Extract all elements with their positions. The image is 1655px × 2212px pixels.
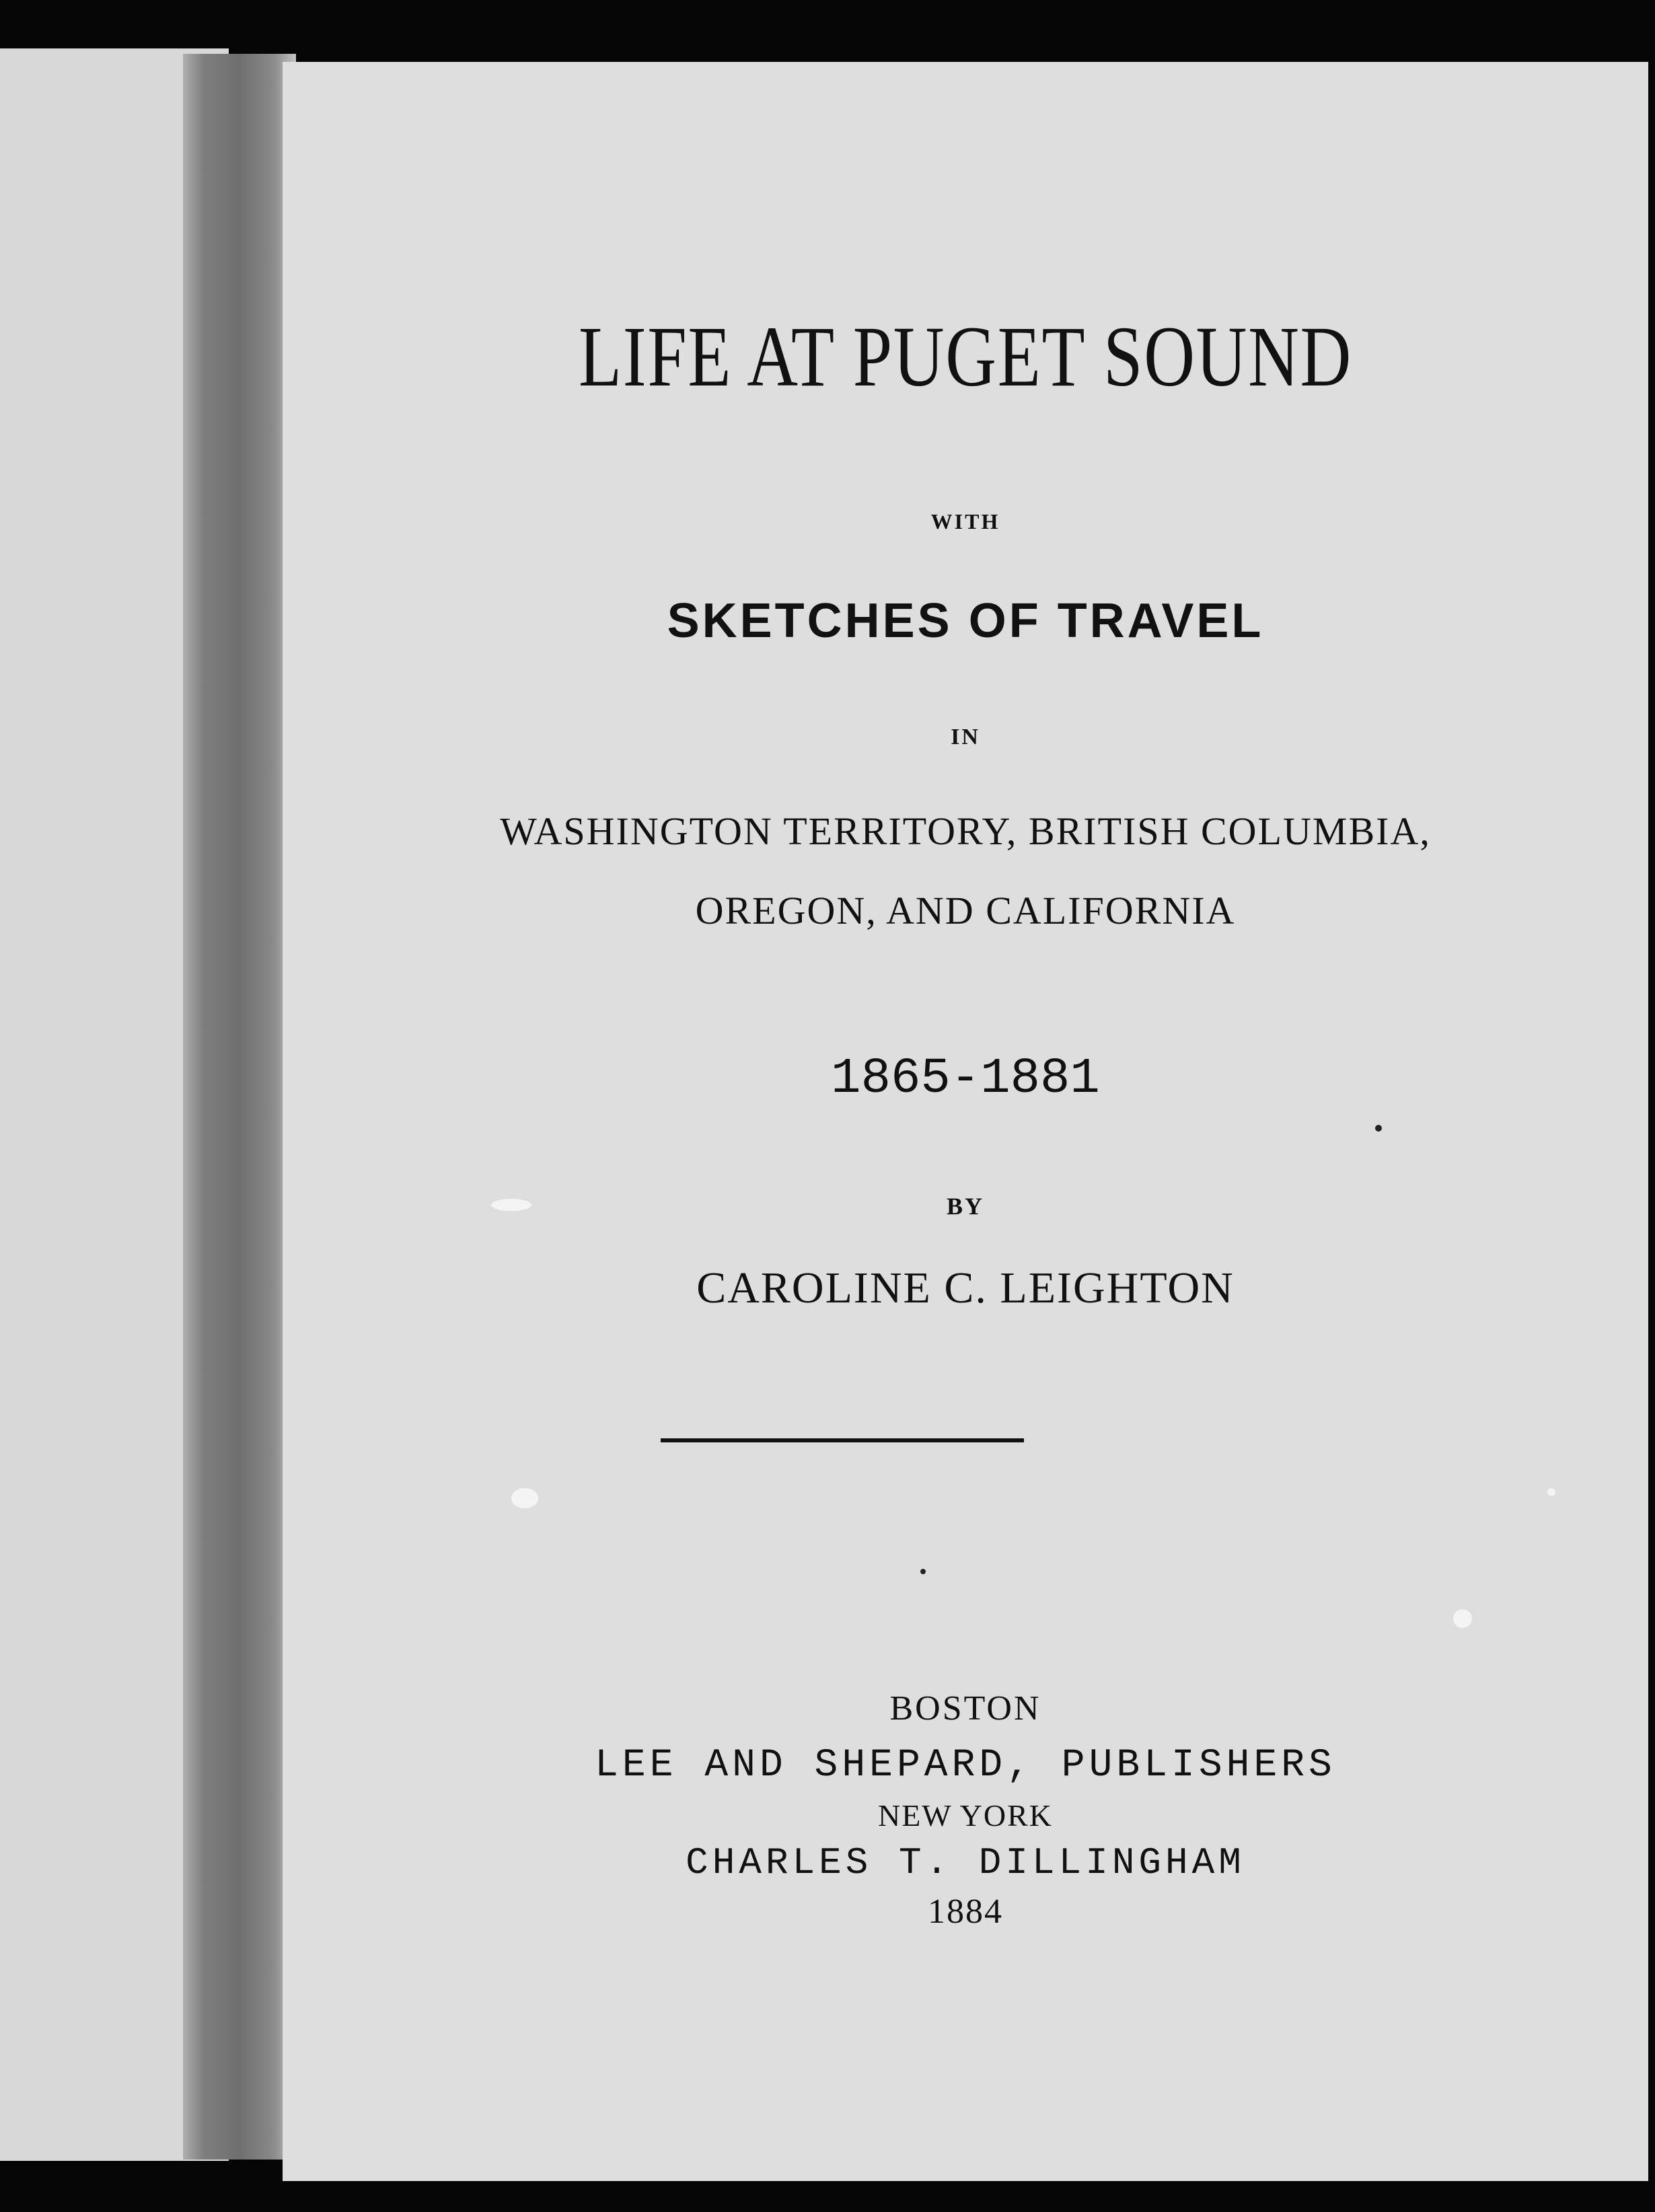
imprint-city: BOSTON [889, 1689, 1041, 1728]
scan-speck [1547, 1488, 1555, 1496]
in-label: IN [951, 725, 980, 749]
imprint-city-2: NEW YORK [877, 1798, 1054, 1833]
book-gutter [183, 54, 296, 2160]
year-range: 1865-1881 [831, 1051, 1100, 1107]
with-label: WITH [930, 509, 1000, 533]
places-line-2: OREGON, AND CALIFORNIA [695, 889, 1236, 932]
title-page [283, 62, 1648, 2181]
by-label: BY [946, 1193, 984, 1220]
scan-speck [1375, 1125, 1382, 1132]
scan-speck [1453, 1609, 1472, 1628]
book-title: LIFE AT PUGET SOUND [579, 309, 1352, 404]
imprint-publisher: LEE AND SHEPARD, PUBLISHERS [595, 1744, 1336, 1787]
scan-speck [511, 1488, 538, 1508]
scan-speck [491, 1199, 531, 1211]
author-name: CAROLINE C. LEIGHTON [696, 1263, 1235, 1313]
scan-speck [920, 1569, 926, 1574]
places-line-1: WASHINGTON TERRITORY, BRITISH COLUMBIA, [500, 809, 1431, 853]
divider-rule [661, 1438, 1024, 1442]
book-subtitle: SKETCHES OF TRAVEL [667, 594, 1264, 648]
imprint-publisher-2: CHARLES T. DILLINGHAM [686, 1841, 1245, 1884]
imprint-year: 1884 [928, 1892, 1003, 1931]
